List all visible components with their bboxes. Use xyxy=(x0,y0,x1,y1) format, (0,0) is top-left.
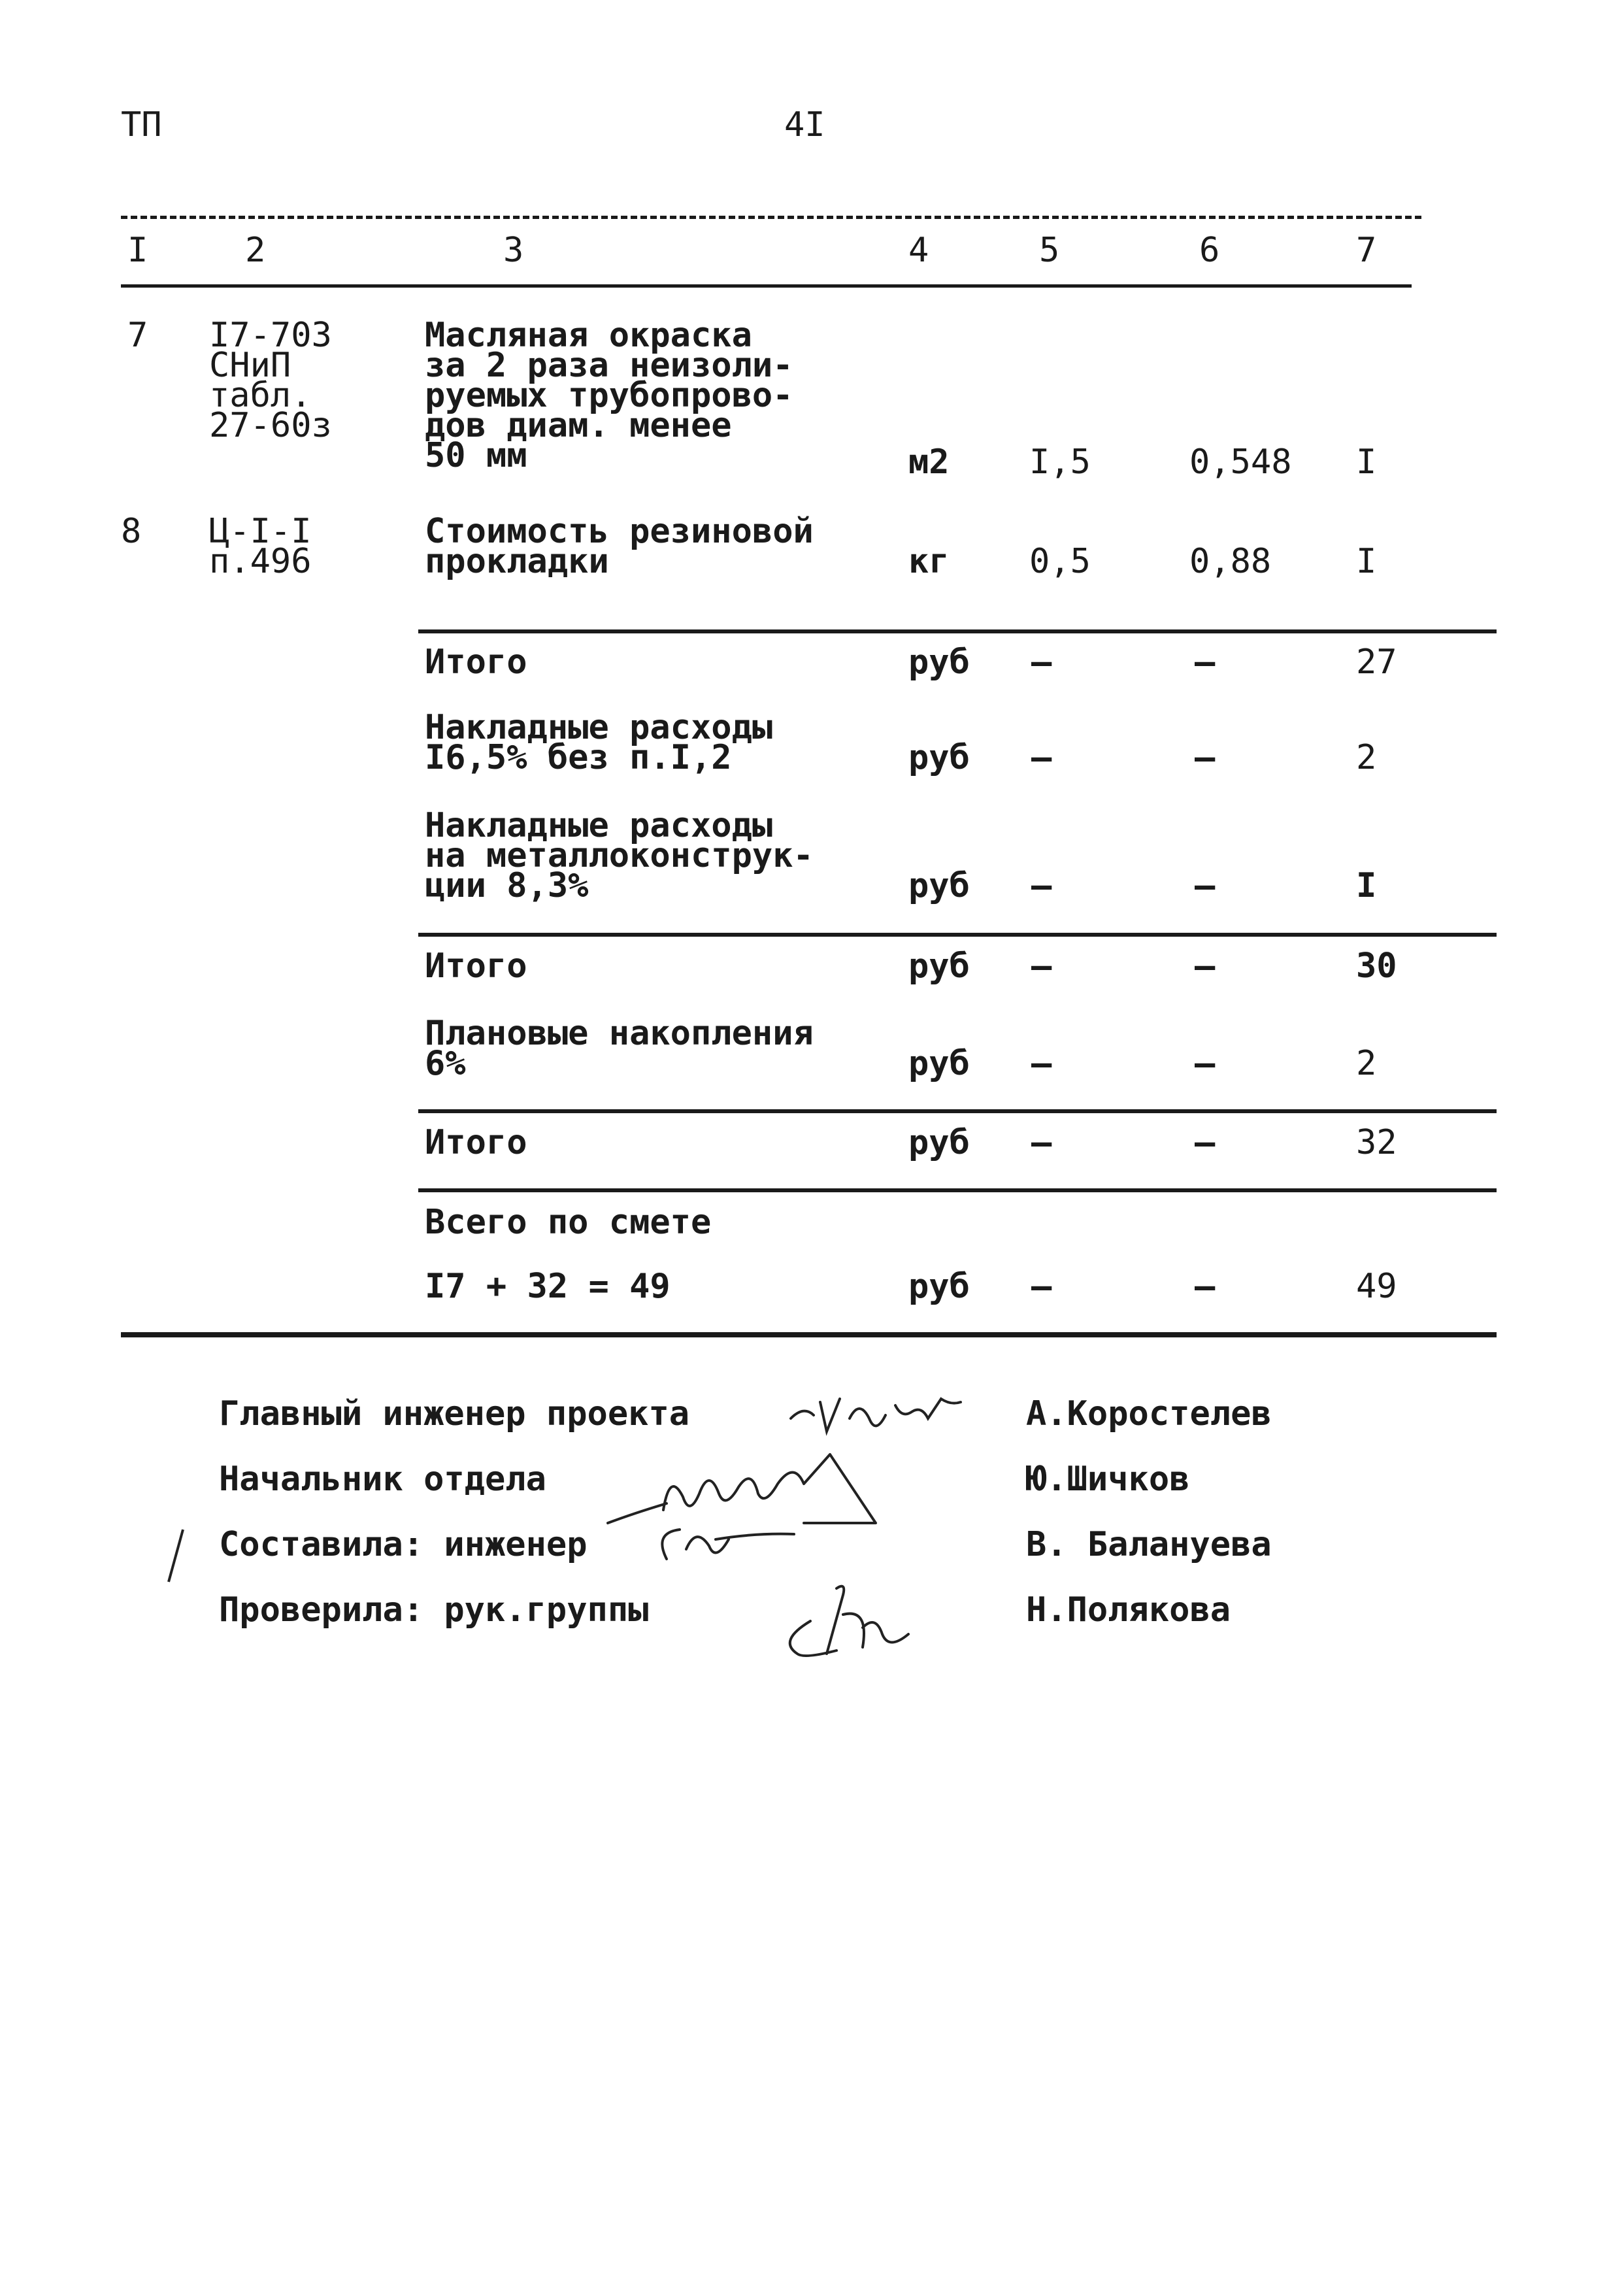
column-header: 5 xyxy=(1039,231,1060,270)
row-description: Стоимость резиновой прокладки xyxy=(425,512,814,581)
signatory-name: Ю.Шичков xyxy=(1026,1460,1190,1499)
summary-dash: – xyxy=(1195,1267,1216,1306)
column-header: 6 xyxy=(1199,231,1220,270)
summary-total: 49 xyxy=(1356,1267,1397,1306)
summary-dash: – xyxy=(1195,738,1216,777)
summary-unit: руб xyxy=(908,1044,970,1083)
table-top-rule xyxy=(121,216,1421,219)
summary-rule xyxy=(418,1109,1497,1113)
summary-total: 27 xyxy=(1356,643,1397,682)
summary-total: 30 xyxy=(1356,946,1397,986)
summary-total: I xyxy=(1356,866,1377,905)
summary-dash: – xyxy=(1031,946,1052,986)
summary-dash: – xyxy=(1195,1044,1216,1083)
signatory-role: Начальник отдела xyxy=(219,1460,546,1499)
signatory-role: Проверила: рук.группы xyxy=(219,1590,649,1630)
summary-unit: руб xyxy=(908,946,970,986)
signatory-role: Главный инженер проекта xyxy=(219,1394,690,1433)
column-header: I xyxy=(127,231,148,270)
row-quantity: I,5 xyxy=(1029,443,1091,482)
signatory-name: Н.Полякова xyxy=(1026,1590,1231,1630)
summary-label: Накладные расходы на металлоконструк- ции 8,3% xyxy=(425,806,814,905)
header-rule xyxy=(121,284,1412,288)
row-unit: м2 xyxy=(908,443,950,482)
handwritten-signature xyxy=(595,1438,987,1573)
summary-label: Итого xyxy=(425,643,527,682)
summary-dash: – xyxy=(1031,643,1052,682)
summary-rule xyxy=(418,629,1497,633)
summary-unit: руб xyxy=(908,643,970,682)
summary-unit: руб xyxy=(908,866,970,905)
row-number: 8 xyxy=(121,512,142,551)
row-total: I xyxy=(1356,443,1377,482)
column-header: 4 xyxy=(908,231,929,270)
summary-label: Итого xyxy=(425,946,527,986)
summary-total: 32 xyxy=(1356,1123,1397,1162)
signatory-role: Составила: инженер xyxy=(219,1525,588,1564)
summary-rule xyxy=(418,933,1497,937)
table-bottom-rule xyxy=(121,1332,1497,1337)
summary-unit: руб xyxy=(908,738,970,777)
row-total: I xyxy=(1356,542,1377,581)
row-reference: Ц-I-I п.496 xyxy=(209,512,312,581)
summary-dash: – xyxy=(1031,866,1052,905)
summary-dash: – xyxy=(1031,1044,1052,1083)
summary-dash: – xyxy=(1195,643,1216,682)
summary-label: Плановые накопления 6% xyxy=(425,1014,814,1083)
summary-unit: руб xyxy=(908,1267,970,1306)
summary-dash: – xyxy=(1031,738,1052,777)
summary-rule xyxy=(418,1188,1497,1192)
summary-total: 2 xyxy=(1356,1044,1377,1083)
summary-dash: – xyxy=(1031,1123,1052,1162)
handwritten-signature xyxy=(765,1575,974,1677)
column-header: 7 xyxy=(1356,231,1377,270)
grand-total-formula: I7 + 32 = 49 xyxy=(425,1267,671,1306)
column-header: 3 xyxy=(503,231,524,270)
margin-tick-mark xyxy=(163,1526,190,1589)
summary-total: 2 xyxy=(1356,738,1377,777)
document-code: ТП xyxy=(121,105,162,144)
row-number: 7 xyxy=(127,316,148,355)
column-header: 2 xyxy=(245,231,266,270)
row-price: 0,548 xyxy=(1189,443,1292,482)
page-number: 4I xyxy=(784,105,825,144)
summary-dash: – xyxy=(1195,946,1216,986)
row-price: 0,88 xyxy=(1189,542,1272,581)
signatory-name: В. Балануева xyxy=(1026,1525,1272,1564)
summary-label: Накладные расходы I6,5% без п.I,2 xyxy=(425,708,773,777)
summary-dash: – xyxy=(1031,1267,1052,1306)
row-unit: кг xyxy=(908,542,950,581)
row-description: Масляная окраска за 2 раза неизоли- руемых трубопрово- дов диам. менее 50 мм xyxy=(425,316,793,475)
summary-label: Итого xyxy=(425,1123,527,1162)
row-reference: I7-703 СНиП табл. 27-60з xyxy=(209,316,332,445)
grand-total-heading: Всего по смете xyxy=(425,1203,712,1242)
signatory-name: А.Коростелев xyxy=(1026,1394,1272,1433)
summary-unit: руб xyxy=(908,1123,970,1162)
row-quantity: 0,5 xyxy=(1029,542,1091,581)
summary-dash: – xyxy=(1195,1123,1216,1162)
summary-dash: – xyxy=(1195,866,1216,905)
